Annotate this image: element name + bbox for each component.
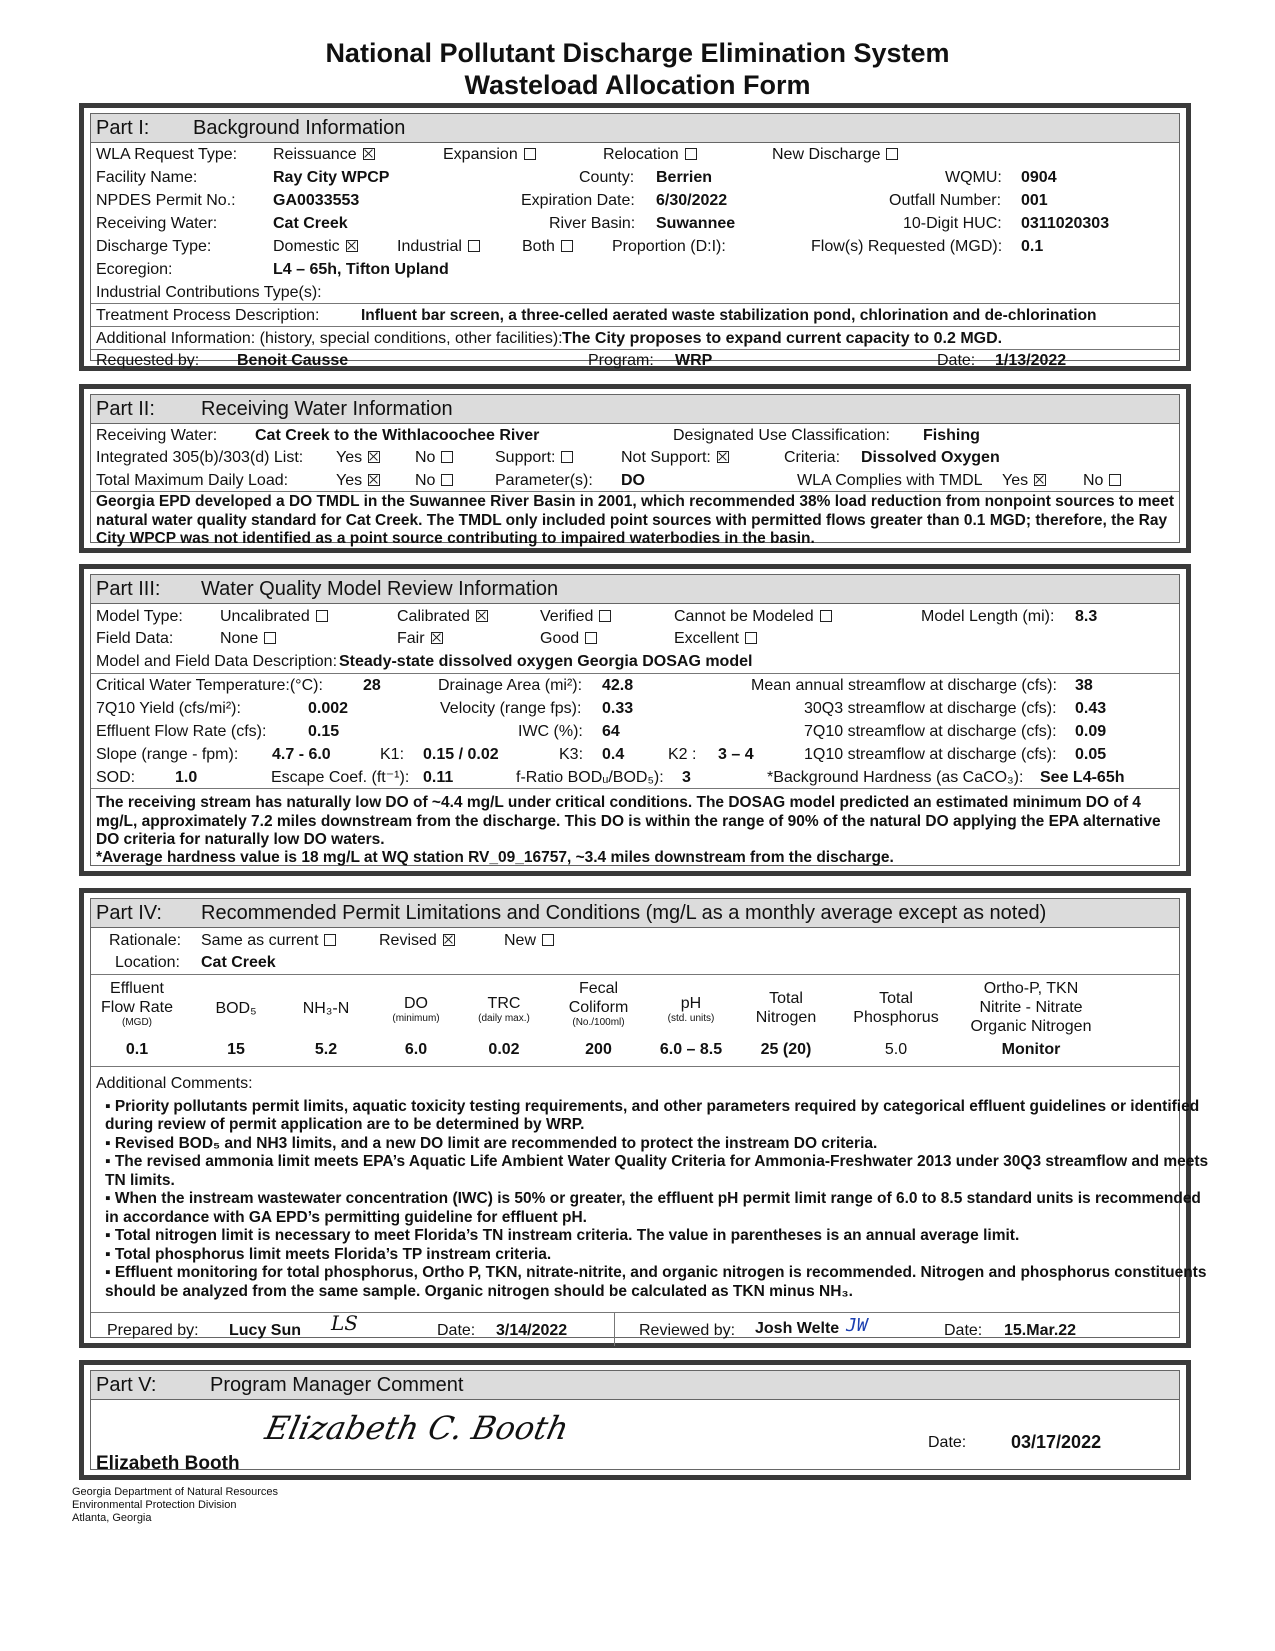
expansion-checkbox[interactable]: [524, 148, 536, 160]
divider: [91, 1066, 1179, 1067]
huc-value: 0311020303: [1021, 215, 1110, 232]
list-no-option[interactable]: [415, 448, 453, 468]
not-support-label: Not Support:: [621, 449, 711, 466]
river-basin-value: Suwannee: [656, 215, 736, 232]
support-option[interactable]: [495, 448, 573, 468]
col-header-ph: [646, 994, 736, 1025]
mean-flow-label: Mean annual streamflow at discharge (cfs):: [751, 677, 1057, 694]
industrial-option[interactable]: [397, 237, 480, 257]
comment-item: ▪ The revised ammonia limit meets EPA’s Aquatic Life Ambient Water Quality Criteria for Ammonia-Freshwater 2013 under 30Q3 streamflow and meets TN limits.: [105, 1153, 1209, 1189]
parameters-label: Parameter(s):: [495, 472, 593, 489]
q7-value: 0.09: [1075, 723, 1107, 740]
part2-title: Receiving Water Information: [201, 398, 453, 420]
industrial-label: Industrial: [397, 238, 462, 255]
col-h3: Organic Nitrogen: [970, 1018, 1092, 1035]
col-sub: (MGD): [122, 1017, 152, 1028]
divider: [91, 303, 1179, 304]
divider: [91, 974, 1179, 975]
col-header-bod5: BOD₅: [215, 1000, 257, 1017]
uncalibrated-option[interactable]: [220, 607, 328, 627]
requested-by-label: Requested by:: [96, 352, 200, 369]
comment-item: ▪ Revised BOD₅ and NH3 limits, and a new DO limit are recommended to protect the instream DO criteria.: [105, 1134, 878, 1152]
k3-label: K3:: [559, 746, 584, 763]
expiration-value: 6/30/2022: [656, 192, 728, 209]
divider: [91, 1312, 1179, 1313]
wla-complies-label: WLA Complies with TMDL: [797, 472, 983, 489]
col-h1: pH: [680, 995, 702, 1012]
model-desc-value: Steady-state dissolved oxygen Georgia DOSAG model: [339, 653, 753, 670]
new-discharge-label: New Discharge: [772, 146, 881, 163]
uncalibrated-checkbox[interactable]: [316, 610, 328, 622]
part1-section: [79, 103, 1191, 371]
sod-value: 1.0: [175, 769, 198, 786]
part2-label: Part II:: [96, 398, 155, 420]
location-label: Location:: [115, 954, 180, 971]
domestic-checkbox[interactable]: [346, 240, 358, 252]
additional-comments-label: Additional Comments:: [96, 1075, 253, 1092]
value-flow: 0.1: [125, 1041, 149, 1058]
npdes-label: NPDES Permit No.:: [96, 192, 236, 209]
divider: [614, 1312, 615, 1346]
revised-label: Revised: [379, 932, 437, 949]
k1-value: 0.15 / 0.02: [423, 746, 499, 763]
velocity-label: Velocity (range fps):: [440, 700, 582, 717]
slope-value: 4.7 - 6.0: [272, 746, 331, 763]
col-sub: (std. units): [667, 1013, 715, 1024]
part1-title: Background Information: [193, 117, 406, 139]
col-sub: (No./100ml): [572, 1017, 625, 1028]
both-option[interactable]: [522, 237, 573, 257]
comments-list: [65, 1098, 1215, 1302]
new-option[interactable]: [504, 931, 554, 951]
support-checkbox[interactable]: [561, 451, 573, 463]
form-title-line1: National Pollutant Discharge Elimination System: [325, 38, 950, 68]
requested-by-value: Benoit Causse: [237, 352, 349, 369]
flow-requested-label: Flow(s) Requested (MGD):: [811, 238, 1003, 255]
same-as-current-option[interactable]: [201, 931, 336, 951]
model-type-label: Model Type:: [96, 608, 183, 625]
footer-line1: Georgia Department of Natural Resources: [72, 1486, 279, 1498]
col-header-ortho: [951, 979, 1111, 1036]
value-trc: 0.02: [488, 1041, 520, 1058]
tmdl-no-checkbox[interactable]: [441, 474, 453, 486]
col-header-do: [371, 994, 461, 1025]
col-h1: Fecal: [578, 980, 619, 997]
part1-label: Part I:: [96, 117, 150, 139]
reviewed-by-value: Josh Welte: [755, 1320, 840, 1337]
revised-checkbox[interactable]: [443, 934, 455, 946]
list-no-checkbox[interactable]: [441, 451, 453, 463]
q30-label: 30Q3 streamflow at discharge (cfs):: [804, 700, 1057, 717]
new-discharge-checkbox[interactable]: [886, 148, 898, 160]
reviewed-date-label: Date:: [944, 1322, 983, 1339]
manager-date-label: Date:: [928, 1434, 967, 1451]
cannot-model-checkbox[interactable]: [820, 610, 832, 622]
part3-hardness-note: *Average hardness value is 18 mg/L at WQ station RV_09_16757, ~3.4 miles downstream from the discharge.: [96, 849, 894, 866]
wqmu-label: WQMU:: [945, 169, 1002, 186]
good-label: Good: [540, 630, 580, 647]
col-header-nh3: NH₃-N: [302, 1000, 350, 1017]
new-label: New: [504, 932, 537, 949]
k3-value: 0.4: [602, 746, 625, 763]
prepared-date-label: Date:: [437, 1322, 476, 1339]
slope-label: Slope (range - fpm):: [96, 746, 239, 763]
tmdl-yes-option[interactable]: [336, 471, 380, 491]
comment-item: ▪ Priority pollutants permit limits, aquatic toxicity testing requirements, and other parameters required by categorical effluent guidelines or identified during review of permit application are to be determined by WRP.: [105, 1097, 1200, 1133]
k2-value: 3 – 4: [718, 746, 754, 763]
criteria-value: Dissolved Oxygen: [861, 449, 1000, 466]
hardness-value: See L4-65h: [1040, 769, 1125, 786]
reissuance-option[interactable]: [273, 145, 375, 165]
industrial-contrib-label: Industrial Contributions Type(s):: [96, 284, 322, 301]
ecoregion-label: Ecoregion:: [96, 261, 173, 278]
velocity-value: 0.33: [602, 700, 634, 717]
part2-narrative: Georgia EPD developed a DO TMDL in the Suwannee River Basin in 2001, which recommended 38% load reduction from nonpoint sources to meet natural water quality standard for Cat Creek. The TMDL only included point sources with permitted flows greater than 0.1 MGD; therefore, the Ray City WPCP was not identified as a point source contributing to impaired waterbodies in the basin.: [96, 493, 1175, 547]
none-option[interactable]: [220, 629, 276, 649]
divider: [91, 349, 1179, 350]
iwc-label: IWC (%):: [518, 723, 583, 740]
drainage-value: 42.8: [602, 677, 634, 694]
part3-narrative: The receiving stream has naturally low DO of ~4.4 mg/L under critical conditions. The DOSAG model predicted an estimated minimum DO of 4 mg/L, approximately 7.2 miles downstream from the discharge. This DO is within the range of 90% of the natural DO applying the EPA alternative DO criteria for naturally low DO waters.: [96, 794, 1161, 848]
flow-requested-value: 0.1: [1021, 238, 1044, 255]
excellent-label: Excellent: [674, 630, 739, 647]
support-label: Support:: [495, 449, 556, 466]
expiration-label: Expiration Date:: [521, 192, 635, 209]
relocation-label: Relocation: [603, 146, 679, 163]
river-basin-label: River Basin:: [549, 215, 636, 232]
uncalibrated-label: Uncalibrated: [220, 608, 310, 625]
part4-header: [91, 899, 1179, 928]
treatment-value: Influent bar screen, a three-celled aerated waste stabilization pond, chlorination and de-chlorination: [361, 307, 1097, 324]
col-h2: Flow Rate: [100, 999, 174, 1016]
comment-text: Effluent monitoring for total phosphorus, Ortho P, TKN, nitrate-nitrite, and organic nitrogen is recommended. Nitrogen and phosphorus constituents should be analyzed from the same sample. Organic nitrogen should be calculated as TKN minus NH₃.: [105, 1264, 1207, 1300]
both-label: Both: [522, 238, 555, 255]
wla-yes-checkbox[interactable]: [1034, 474, 1046, 486]
yes-label: Yes: [336, 449, 363, 466]
criteria-label: Criteria:: [784, 449, 841, 466]
expansion-label: Expansion: [443, 146, 518, 163]
divider: [91, 326, 1179, 327]
reviewed-by-label: Reviewed by:: [639, 1322, 736, 1339]
none-checkbox[interactable]: [264, 632, 276, 644]
not-support-checkbox[interactable]: [717, 451, 729, 463]
verified-checkbox[interactable]: [599, 610, 611, 622]
wla-no-option[interactable]: [1083, 471, 1121, 491]
reissuance-checkbox[interactable]: [363, 148, 375, 160]
part4-section: [79, 888, 1209, 1348]
prepared-initials: LS: [331, 1311, 358, 1335]
reviewed-initials: JW: [846, 1315, 868, 1336]
col-sub: (daily max.): [478, 1013, 530, 1024]
col-h2: Coliform: [568, 999, 629, 1016]
program-label: Program:: [588, 352, 654, 369]
verified-label: Verified: [540, 608, 594, 625]
tmdl-no-option[interactable]: [415, 471, 453, 491]
value-fecal: 200: [585, 1041, 612, 1058]
prepared-by-value: Lucy Sun: [229, 1322, 302, 1339]
comment-text: Total nitrogen limit is necessary to meet Florida’s TN instream criteria. The value in parentheses is an annual average limit.: [114, 1227, 1020, 1244]
crit-temp-label: Critical Water Temperature:(°C):: [96, 677, 323, 694]
huc-label: 10-Digit HUC:: [903, 215, 1002, 232]
part2-section: [79, 384, 1191, 553]
model-length-label: Model Length (mi):: [921, 608, 1055, 625]
manager-name: Elizabeth Booth: [96, 1453, 240, 1474]
yes-label: Yes: [1002, 472, 1029, 489]
comment-text: Priority pollutants permit limits, aquatic toxicity testing requirements, and other parameters required by categorical effluent guidelines or identified during review of permit application are to be determined by WRP.: [105, 1097, 1200, 1133]
good-option[interactable]: [540, 629, 597, 649]
outfall-label: Outfall Number:: [889, 192, 1002, 209]
comment-text: Revised BOD₅ and NH3 limits, and a new DO limit are recommended to protect the instream DO criteria.: [114, 1134, 878, 1152]
manager-signature: Elizabeth C. Booth: [261, 1409, 573, 1447]
mean-flow-value: 38: [1075, 677, 1093, 694]
q1-value: 0.05: [1075, 746, 1107, 763]
col-h2: Nitrite - Nitrate: [979, 999, 1083, 1016]
list-yes-option[interactable]: [336, 448, 380, 468]
rw-receiving-water-value: Cat Creek to the Withlacoochee River: [255, 427, 540, 444]
fair-option[interactable]: [397, 629, 443, 649]
proportion-label: Proportion (D:I):: [612, 238, 726, 255]
revised-option[interactable]: [379, 931, 455, 951]
value-ph: 6.0 – 8.5: [659, 1041, 723, 1058]
calibrated-option[interactable]: [397, 607, 488, 627]
tmdl-label: Total Maximum Daily Load:: [96, 472, 289, 489]
model-desc-label: Model and Field Data Description:: [96, 653, 338, 670]
relocation-option[interactable]: [603, 145, 697, 165]
col-sub: (minimum): [392, 1013, 440, 1024]
yield-label: 7Q10 Yield (cfs/mi²):: [96, 700, 241, 717]
q1-label: 1Q10 streamflow at discharge (cfs):: [804, 746, 1057, 763]
requested-date-label: Date:: [937, 352, 976, 369]
col-h1: Ortho-P, TKN: [983, 980, 1079, 997]
fratio-label: f-Ratio BODᵤ/BOD₅):: [516, 769, 664, 786]
col-h1: Total: [769, 990, 803, 1007]
k2-label: K2 :: [668, 746, 697, 763]
part3-label: Part III:: [96, 578, 161, 600]
drainage-label: Drainage Area (mi²):: [438, 677, 583, 694]
part5-label: Part V:: [96, 1374, 157, 1396]
value-tp: 5.0: [884, 1041, 908, 1058]
comment-item: ▪ Total nitrogen limit is necessary to meet Florida’s TN instream criteria. The value in parentheses is an annual average limit.: [105, 1227, 1020, 1244]
comment-item: ▪ Total phosphorus limit meets Florida’s TP instream criteria.: [105, 1245, 552, 1263]
col-h1: TRC: [487, 995, 521, 1012]
form-title-line2: Wasteload Allocation Form: [464, 70, 811, 100]
part1-header: [91, 114, 1179, 143]
use-classification-label: Designated Use Classification:: [673, 427, 890, 444]
value-tn: 25 (20): [760, 1041, 812, 1058]
outfall-value: 001: [1021, 192, 1048, 209]
excellent-option[interactable]: [674, 629, 757, 649]
wla-yes-option[interactable]: [1002, 471, 1046, 491]
part3-header: [91, 575, 1179, 604]
treatment-label: Treatment Process Description:: [96, 307, 320, 324]
part5-header: [91, 1371, 1179, 1400]
sod-label: SOD:: [96, 769, 136, 786]
wla-no-checkbox[interactable]: [1109, 474, 1121, 486]
reviewed-date-value: 15.Mar.22: [1004, 1322, 1077, 1339]
calibrated-checkbox[interactable]: [476, 610, 488, 622]
divider: [91, 788, 1179, 789]
crit-temp-value: 28: [363, 677, 381, 694]
comment-text: Total phosphorus limit meets Florida’s TP instream criteria.: [114, 1245, 552, 1263]
no-label: No: [415, 472, 436, 489]
expansion-option[interactable]: [443, 145, 536, 165]
list-label: Integrated 305(b)/303(d) List:: [96, 449, 304, 466]
value-nh3: 5.2: [314, 1041, 338, 1058]
divider: [91, 673, 1179, 674]
verified-option[interactable]: [540, 607, 611, 627]
col-header-flow: [93, 979, 181, 1029]
col-header-tn: [741, 989, 831, 1027]
effluent-flow-label: Effluent Flow Rate (cfs):: [96, 723, 267, 740]
value-bod5: 15: [227, 1041, 245, 1058]
receiving-water-label: Receiving Water:: [96, 215, 218, 232]
additional-info-label: Additional Information: (history, special conditions, other facilities):: [96, 330, 563, 347]
col-h1: Effluent: [110, 980, 164, 997]
new-discharge-option[interactable]: [772, 145, 898, 165]
comment-text: When the instream wastewater concentration (IWC) is 50% or greater, the effluent pH permit limit range of 6.0 to 8.5 standard units is recommended in accordance with GA EPD’s permitting guideline for effluent pH.: [105, 1190, 1201, 1226]
rw-receiving-water-label: Receiving Water:: [96, 427, 218, 444]
col-header-fecal: [551, 979, 646, 1029]
comment-text: The revised ammonia limit meets EPA’s Aquatic Life Ambient Water Quality Criteria for Ammonia-Freshwater 2013 under 30Q3 streamflow and meets TN limits.: [105, 1153, 1209, 1189]
npdes-value: GA0033553: [273, 192, 360, 209]
escape-label: Escape Coef. (ft⁻¹):: [271, 769, 410, 786]
divider: [91, 491, 1179, 492]
not-support-option[interactable]: [621, 448, 729, 468]
excellent-checkbox[interactable]: [745, 632, 757, 644]
reissuance-label: Reissuance: [273, 146, 357, 163]
col-h2: Phosphorus: [853, 1009, 939, 1026]
industrial-checkbox[interactable]: [468, 240, 480, 252]
county-label: County:: [579, 169, 635, 186]
yield-value: 0.002: [308, 700, 349, 717]
parameters-value: DO: [621, 472, 645, 489]
prepared-by-label: Prepared by:: [107, 1322, 199, 1339]
comment-item: ▪ Effluent monitoring for total phosphorus, Ortho P, TKN, nitrate-nitrite, and organic nitrogen is recommended. Nitrogen and phosphorus constituents should be analyzed from the same sample. Organic nitrogen should be calculated as TKN minus NH₃.: [105, 1264, 1207, 1300]
same-as-current-checkbox[interactable]: [324, 934, 336, 946]
escape-value: 0.11: [423, 769, 454, 786]
list-yes-checkbox[interactable]: [368, 451, 380, 463]
fair-checkbox[interactable]: [431, 632, 443, 644]
part3-section: [79, 564, 1191, 876]
col-h1: Total: [879, 990, 913, 1007]
footer-line2: Environmental Protection Division: [72, 1499, 237, 1511]
same-as-current-label: Same as current: [201, 932, 319, 949]
county-value: Berrien: [656, 169, 713, 186]
facility-name-label: Facility Name:: [96, 169, 198, 186]
wqmu-value: 0904: [1021, 169, 1057, 186]
good-checkbox[interactable]: [585, 632, 597, 644]
col-h2: Nitrogen: [755, 1009, 817, 1026]
part5-section: [79, 1360, 1191, 1480]
cannot-model-label: Cannot be Modeled: [674, 608, 814, 625]
part4-label: Part IV:: [96, 902, 162, 924]
receiving-water-value: Cat Creek: [273, 215, 348, 232]
part3-title: Water Quality Model Review Information: [201, 578, 559, 600]
cannot-model-option[interactable]: [674, 607, 832, 627]
ecoregion-value: L4 – 65h, Tifton Upland: [273, 261, 449, 278]
part4-title: Recommended Permit Limitations and Conditions (mg/L as a monthly average except as noted): [201, 902, 1047, 924]
calibrated-label: Calibrated: [397, 608, 470, 625]
facility-name-value: Ray City WPCP: [273, 169, 390, 186]
col-h1: DO: [404, 995, 428, 1012]
no-label: No: [415, 449, 436, 466]
none-label: None: [220, 630, 259, 647]
footer-line3: Atlanta, Georgia: [72, 1512, 152, 1524]
model-length-value: 8.3: [1075, 608, 1098, 625]
additional-info-value: The City proposes to expand current capacity to 0.2 MGD.: [562, 330, 1003, 347]
yes-label: Yes: [336, 472, 363, 489]
rationale-label: Rationale:: [109, 932, 182, 949]
col-header-trc: [459, 994, 549, 1025]
fratio-value: 3: [682, 769, 691, 786]
q30-value: 0.43: [1075, 700, 1107, 717]
both-checkbox[interactable]: [561, 240, 573, 252]
prepared-date-value: 3/14/2022: [496, 1322, 568, 1339]
domestic-option[interactable]: [273, 237, 358, 257]
k1-label: K1:: [380, 746, 405, 763]
domestic-label: Domestic: [273, 238, 340, 255]
field-data-label: Field Data:: [96, 630, 174, 647]
location-value: Cat Creek: [201, 954, 276, 971]
program-value: WRP: [675, 352, 713, 369]
value-do: 6.0: [404, 1041, 428, 1058]
part5-title: Program Manager Comment: [210, 1374, 464, 1396]
manager-date-value: 03/17/2022: [1011, 1432, 1102, 1452]
col-header-tp: [846, 989, 946, 1027]
discharge-type-label: Discharge Type:: [96, 238, 212, 255]
iwc-value: 64: [602, 723, 620, 740]
fair-label: Fair: [397, 630, 425, 647]
value-ortho: Monitor: [1001, 1041, 1061, 1058]
relocation-checkbox[interactable]: [685, 148, 697, 160]
use-classification-value: Fishing: [923, 427, 980, 444]
part2-header: [91, 395, 1179, 424]
q7-label: 7Q10 streamflow at discharge (cfs):: [804, 723, 1057, 740]
new-checkbox[interactable]: [542, 934, 554, 946]
wla-request-type-label: WLA Request Type:: [96, 146, 238, 163]
hardness-label: *Background Hardness (as CaCO₃):: [767, 769, 1024, 786]
tmdl-yes-checkbox[interactable]: [368, 474, 380, 486]
effluent-flow-value: 0.15: [308, 723, 340, 740]
comment-item: ▪ When the instream wastewater concentration (IWC) is 50% or greater, the effluent pH permit limit range of 6.0 to 8.5 standard units is recommended in accordance with GA EPD’s permitting guideline for effluent pH.: [105, 1190, 1201, 1226]
requested-date-value: 1/13/2022: [995, 352, 1067, 369]
no-label: No: [1083, 472, 1104, 489]
